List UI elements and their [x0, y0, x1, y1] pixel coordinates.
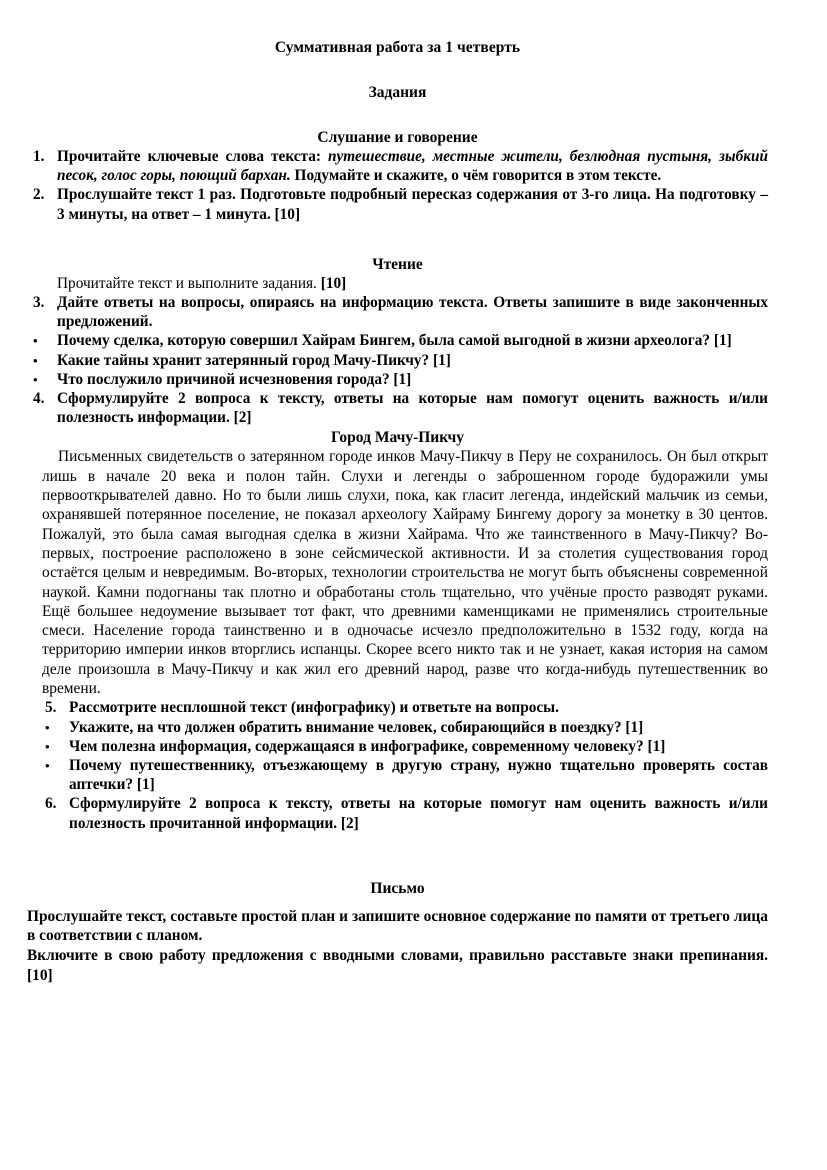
writing-paragraph-1: Прослушайте текст, составьте простой план и запишите основное содержание по памяти от третьего лица в соответствии с планом. [27, 907, 768, 945]
task-text: Почему путешественнику, отъезжающему в другую страну, нужно тщательно проверять состав аптечки? [1] [69, 756, 768, 794]
task-item-2 [27, 185, 768, 223]
bullet-icon: • [33, 333, 38, 349]
task-text-part-after: Подумайте и скажите, о чём говорится в этом тексте. [290, 167, 662, 185]
section-heading-reading: Чтение [372, 255, 423, 273]
task-text: Дайте ответы на вопросы, опираясь на информацию текста. Ответы запишите в виде законченных предложений. [57, 294, 768, 331]
task-text: Сформулируйте 2 вопроса к тексту, ответы на которые нам помогут оценить важность и/или полезность информации. [2] [57, 390, 768, 427]
passage-heading: Город Мачу-Пикчу [330, 429, 465, 447]
task-bullet-q4 [27, 718, 768, 737]
task-text: Чем полезна информация, содержащаяся в инфографике, современному человеку? [1] [69, 737, 666, 755]
task-item-4 [27, 389, 768, 427]
task-text: Какие тайны хранит затерянный город Мачу-Пикчу? [1] [57, 351, 451, 369]
list-marker: 2. [33, 186, 45, 204]
list-marker: 3. [33, 294, 45, 312]
document-content [27, 0, 768, 985]
task-text: Сформулируйте 2 вопроса к тексту, ответы на которые помогут нам оценить важность и/или полезность прочитанной информации. [2] [69, 795, 768, 832]
task-item-1 [27, 147, 768, 185]
list-marker: 6. [45, 795, 57, 813]
spacer [27, 898, 768, 907]
bullet-icon: • [45, 757, 50, 773]
task-text: Укажите, на что должен обратить внимание человек, собирающийся в поездку? [1] [69, 718, 644, 736]
task-text: Рассмотрите несплошной текст (инфографику) и ответьте на вопросы. [69, 699, 559, 717]
section-heading-listening: Слушание и говорение [317, 129, 478, 146]
reading-intro-text: Прочитайте текст и выполните задания. [57, 274, 321, 292]
task-bullet-q2 [27, 351, 768, 370]
task-text: Что послужило причиной исчезновения города? [1] [57, 370, 412, 388]
writing-paragraph-2: Включите в свою работу предложения с вводными словами, правильно расставьте знаки препинания. [10] [27, 946, 768, 984]
list-marker: 1. [33, 148, 45, 165]
section-heading-writing: Письмо [370, 879, 425, 897]
task-text: Прослушайте текст 1 раз. Подготовьте подробный пересказ содержания от 3-го лица. На подготовку – 3 минуты, на ответ – 1 минута. [10] [57, 186, 768, 223]
task-bullet-q1 [27, 331, 768, 350]
list-marker: 4. [33, 390, 45, 408]
bullet-icon: • [45, 738, 50, 754]
task-item-3 [27, 293, 768, 331]
passage-paragraph: Письменных свидетельств о затерянном городе инков Мачу-Пикчу в Перу не сохранилось. Он был открыт лишь в начале 20 века и полон тайн. Слухи и легенды о заброшенном городе будоражили умы первооткрывателей давно. Но то были лишь слухи, пока, как гласит легенда, индейский мальчик из семьи, охранявшей потерянное поселение, не показал археологу Хайраму Бингему дорогу за монетку в 30 центов. Пожалуй, это была самая выгодная сделка в жизни Хайрама. Что же таинственного в Мачу-Пикчу? Во-первых, построение расположено в зоне сейсмической активности. И за столетия существования город остаётся целым и невредимым. Во-вторых, технологии строительства не могут быть объяснены современной наукой. Камни подогнаны так плотно и обработаны столь тщательно, что учёные просто разводят руками. Ещё большее недоумение вызывает тот факт, что древними каменщиками не применялись строительные смеси. Население города таинственно и в одночасье исчезло предположительно в 1532 году, когда на территорию империи инков вторглись испанцы. Скорее всего никто так и не узнает, какая история на самом деле произошла в Мачу-Пикчу и как жил его древний народ, разве что когда-нибудь путешественник во времени. [42, 448, 768, 697]
bullet-icon: • [45, 719, 50, 735]
bullet-icon: • [33, 371, 38, 387]
infographic-task-list [27, 698, 768, 832]
page-title: Суммативная работа за 1 четверть [274, 39, 521, 56]
tasks-heading: Задания [368, 84, 427, 101]
reading-intro-line [27, 274, 768, 293]
task-bullet-q3 [27, 370, 768, 389]
task-keywords-italic: путешествие, местные жители, безлюдная пустыня, зыбкий песок, голос горы, поющий бархан. [57, 148, 768, 185]
reading-intro-score: [10] [320, 274, 347, 292]
task-text-part-before: Прочитайте ключевые слова текста: [57, 148, 328, 165]
task-item-5 [27, 698, 768, 717]
task-bullet-q6 [27, 756, 768, 794]
list-marker: 5. [45, 699, 57, 717]
task-bullet-q5 [27, 737, 768, 756]
reading-task-list [27, 293, 768, 427]
task-text: Почему сделка, которую совершил Хайрам Бингем, была самой выгодной в жизни археолога? [1] [57, 332, 732, 350]
task-item-6 [27, 794, 768, 832]
bullet-icon: • [33, 352, 38, 368]
listening-task-list [27, 147, 768, 224]
